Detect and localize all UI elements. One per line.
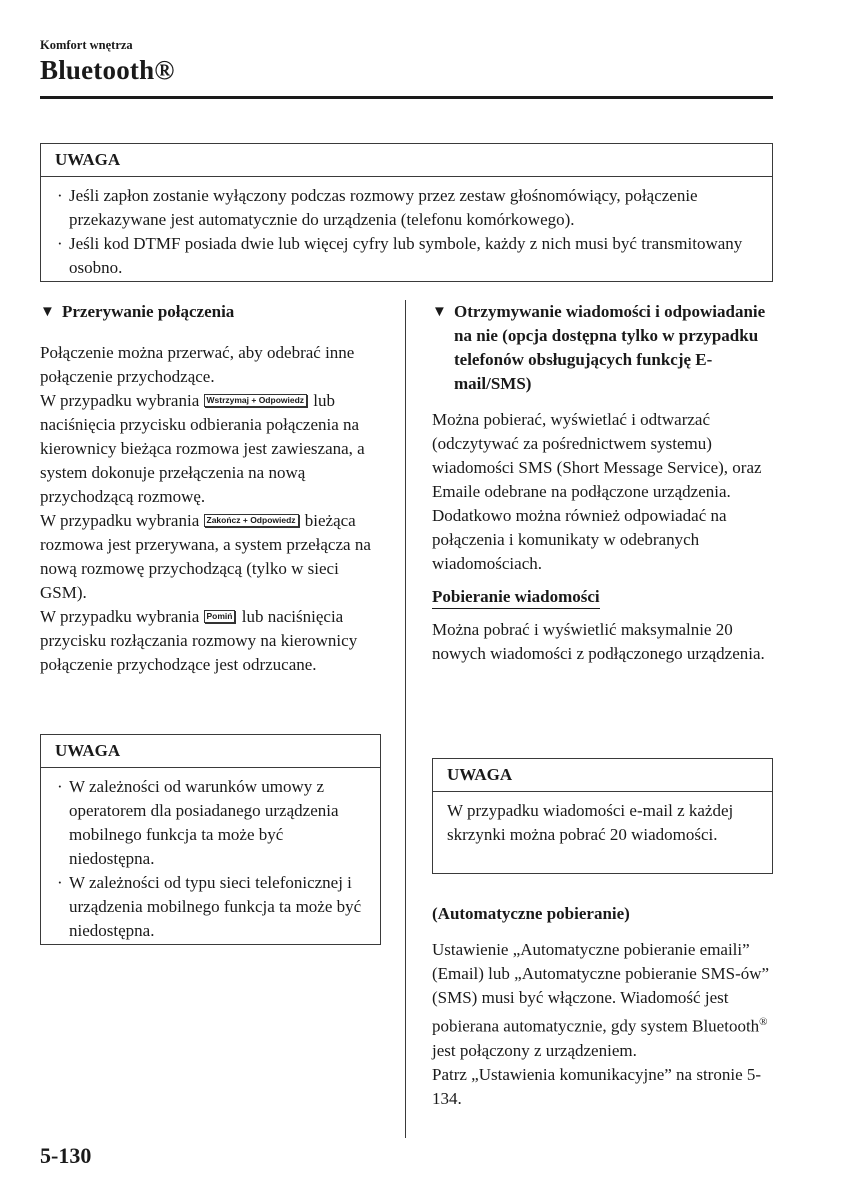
section-label: Komfort wnętrza bbox=[40, 38, 133, 52]
left-intro: Połączenie można przerwać, aby odebrać inne połączenie przychodzące. bbox=[40, 343, 355, 386]
left-case-3 bbox=[40, 605, 380, 677]
top-note-heading: UWAGA bbox=[41, 144, 772, 177]
right-note-box bbox=[432, 758, 773, 874]
triangle-down-icon: ▼ bbox=[40, 304, 55, 320]
top-note-bullet-1: · Jeśli zapłon zostanie wyłączony podczas rozmowy przez zestaw głośnomówiący, połączenie przekazywane jest automatycznie do urządzenia (telefonu komórkowego). bbox=[57, 186, 698, 229]
top-note-box bbox=[40, 143, 773, 282]
right-column bbox=[432, 300, 777, 666]
right-para-5: Patrz „Ustawienia komunikacyjne” na stronie 5-134. bbox=[432, 1064, 762, 1108]
right-heading-text: Otrzymywanie wiadomości i odpowiadanie na nie (opcja dostępna tylko w przypadku telefonów obsługujących funkcję E-mail/SMS) bbox=[454, 302, 766, 393]
auto-download-heading: (Automatyczne pobieranie) bbox=[432, 904, 630, 923]
right-para-1: Można pobierać, wyświetlać i odtwarzać (odczytywać za pośrednictwem systemu) wiadomości SMS (Short Message Service), oraz Emaile odebrane na podłączone urządzenia. bbox=[432, 410, 762, 501]
left-note-heading: UWAGA bbox=[41, 735, 380, 768]
right-heading bbox=[432, 300, 777, 396]
right-note-heading: UWAGA bbox=[433, 759, 772, 792]
page-title: Bluetooth® bbox=[40, 55, 175, 85]
left-column bbox=[40, 300, 380, 677]
case-3-post: lub naciśnięcia przycisku rozłączania rozmowy na kierownicy połączenie przychodzące jest odrzucane. bbox=[40, 607, 358, 674]
left-note-box bbox=[40, 734, 381, 945]
left-case-2 bbox=[40, 509, 380, 605]
left-heading bbox=[40, 300, 380, 324]
download-messages-subheading: Pobieranie wiadomości bbox=[432, 586, 600, 609]
column-divider bbox=[405, 300, 406, 1138]
left-case-1 bbox=[40, 389, 380, 509]
left-note-bullet-2: · W zależności od typu sieci telefonicznej i urządzenia mobilnego funkcja ta może być niedostępna. bbox=[57, 873, 362, 940]
top-note-bullet-2: · Jeśli kod DTMF posiada dwie lub więcej cyfry lub symbole, każdy z nich musi być transmitowany osobno. bbox=[57, 234, 743, 277]
skip-button-label: Pomiń bbox=[204, 610, 236, 623]
case-2-post: bieżąca rozmowa jest przerywana, a system przełącza na nową rozmowę przychodzącą (tylko w sieci GSM). bbox=[40, 511, 371, 602]
top-note-bullet-2-text: Jeśli kod DTMF posiada dwie lub więcej cyfry lub symbole, każdy z nich musi być transmitowany osobno. bbox=[69, 234, 743, 277]
para-4-post: jest połączony z urządzeniem. bbox=[432, 1040, 637, 1060]
page-number: 5-130 bbox=[40, 1143, 92, 1168]
right-note-text: W przypadku wiadomości e-mail z każdej skrzynki można pobrać 20 wiadomości. bbox=[447, 801, 734, 844]
left-note-bullet-1-text: W zależności od warunków umowy z operatorem dla posiadanego urządzenia mobilnego funkcja ta może być niedostępna. bbox=[69, 777, 339, 868]
case-1-pre: W przypadku wybrania bbox=[40, 391, 200, 410]
end-answer-button-label: Zakończ + Odpowiedz bbox=[204, 514, 299, 527]
right-para-3: Można pobrać i wyświetlić maksymalnie 20 nowych wiadomości z podłączonego urządzenia. bbox=[432, 620, 765, 663]
para-4-pre: Ustawienie „Automatyczne pobieranie emaili” (Email) lub „Automatyczne pobieranie SMS-ów” (SMS) musi być włączone. Wiadomość jest pobierana automatycznie, gdy system Bluetooth bbox=[432, 940, 770, 1036]
case-1-post: lub naciśnięcia przycisku odbierania połączenia na kierownicy bieżąca rozmowa jest zawieszana, a system dokonuje przełączenia na nową przychodzącą rozmowę. bbox=[40, 391, 365, 506]
left-note-bullet-2-text: W zależności od typu sieci telefonicznej i urządzenia mobilnego funkcja ta może być niedostępna. bbox=[69, 873, 362, 940]
right-para-2: Dodatkowo można również odpowiadać na połączenia i komunikaty w odebranych wiadomościach. bbox=[432, 506, 727, 573]
triangle-down-icon: ▼ bbox=[432, 304, 447, 320]
case-2-pre: W przypadku wybrania bbox=[40, 511, 200, 530]
case-3-pre: W przypadku wybrania bbox=[40, 607, 200, 626]
right-para-4 bbox=[432, 938, 777, 1063]
left-heading-text: Przerywanie połączenia bbox=[62, 302, 235, 321]
hold-answer-button-label: Wstrzymaj + Odpowiedz bbox=[204, 394, 308, 407]
registered-mark: ® bbox=[759, 1016, 768, 1028]
title-rule bbox=[40, 96, 773, 99]
right-column-lower bbox=[432, 902, 777, 1111]
top-note-bullet-1-text: Jeśli zapłon zostanie wyłączony podczas rozmowy przez zestaw głośnomówiący, połączenie przekazywane jest automatycznie do urządzenia (telefonu komórkowego). bbox=[69, 186, 698, 229]
left-note-bullet-1: · W zależności od warunków umowy z operatorem dla posiadanego urządzenia mobilnego funkcja ta może być niedostępna. bbox=[57, 777, 339, 868]
